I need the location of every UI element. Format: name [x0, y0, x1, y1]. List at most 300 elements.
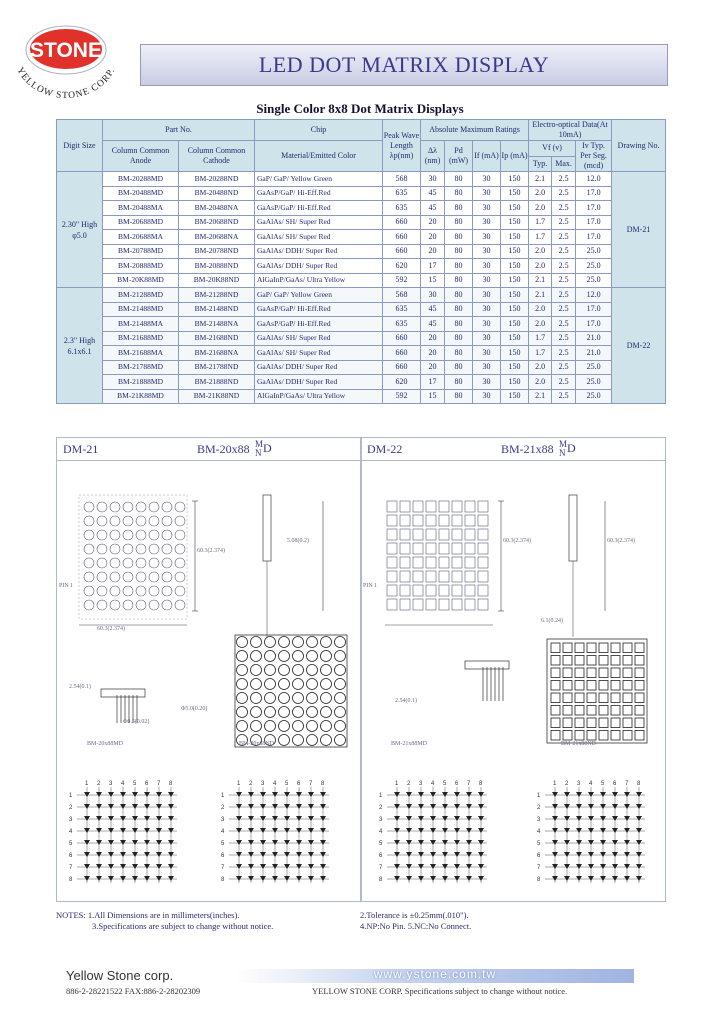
pin-number: 4 — [537, 829, 541, 835]
cell-dl: 15 — [421, 389, 445, 404]
led-symbol — [406, 792, 412, 797]
drawing-no-cell: DM-22 — [612, 288, 666, 404]
led-symbol — [168, 876, 174, 881]
cell-dl: 45 — [421, 317, 445, 332]
led-dot — [136, 600, 146, 610]
led-square — [426, 585, 436, 596]
led-symbol — [308, 792, 314, 797]
led-dot — [136, 516, 146, 526]
cell-max: 2.5 — [552, 215, 576, 230]
pin-number: 7 — [467, 781, 471, 787]
led-square — [563, 681, 572, 691]
pin-number: 3 — [379, 817, 383, 823]
table-row — [57, 186, 666, 201]
pin-number: 2 — [221, 805, 225, 811]
led-dot — [110, 530, 120, 540]
cell-cathode: BM-20788ND — [179, 244, 255, 259]
led-symbol — [624, 816, 630, 821]
led-symbol — [108, 852, 114, 857]
led-square — [478, 529, 488, 540]
pin-number: 1 — [395, 781, 399, 787]
pin-number: 3 — [221, 817, 225, 823]
cell-ip: 150 — [501, 201, 529, 216]
cell-anode: BM-20288MD — [103, 172, 179, 187]
company-logo — [2, 14, 132, 106]
cell-cathode: BM-20488NA — [179, 201, 255, 216]
cell-dl: 30 — [421, 288, 445, 303]
led-dot — [84, 586, 94, 596]
pin-number: 8 — [479, 781, 483, 787]
led-square — [575, 718, 584, 728]
led-symbol — [144, 864, 150, 869]
led-symbol — [308, 816, 314, 821]
cell-if: 30 — [473, 230, 501, 245]
cell-ip: 150 — [501, 273, 529, 288]
cell-typ: 2.0 — [529, 302, 552, 317]
led-symbol — [96, 852, 102, 857]
led-square — [413, 557, 423, 568]
led-square — [452, 515, 462, 526]
cell-iv: 25.0 — [576, 389, 612, 404]
led-symbol — [132, 840, 138, 845]
header-max: Max. — [552, 156, 576, 172]
led-symbol — [308, 804, 314, 809]
cell-max: 2.5 — [552, 302, 576, 317]
led-symbol — [120, 876, 126, 881]
led-dot — [136, 572, 146, 582]
pin-number: 1 — [69, 793, 73, 799]
led-symbol — [564, 876, 570, 881]
led-square — [387, 543, 397, 554]
led-symbol — [120, 852, 126, 857]
led-dot — [335, 665, 346, 676]
led-dot — [251, 665, 262, 676]
led-symbol — [84, 816, 90, 821]
led-dot — [335, 637, 346, 648]
led-dot — [123, 572, 133, 582]
led-symbol — [454, 792, 460, 797]
led-square — [599, 656, 608, 666]
led-square — [623, 718, 632, 728]
led-symbol — [320, 804, 326, 809]
table-row — [57, 201, 666, 216]
cell-max: 2.5 — [552, 230, 576, 245]
led-symbol — [108, 828, 114, 833]
pin1-label: PIN 1 — [59, 583, 74, 589]
led-symbol — [418, 792, 424, 797]
led-square — [387, 529, 397, 540]
dim-pitch: 2.54(0.1) — [69, 684, 91, 690]
panel-header — [57, 438, 361, 461]
led-symbol — [552, 792, 558, 797]
led-square — [551, 718, 560, 728]
led-dot — [335, 707, 346, 718]
led-dot — [84, 558, 94, 568]
led-dot — [110, 516, 120, 526]
led-symbol — [454, 804, 460, 809]
led-square — [400, 501, 410, 512]
led-square — [439, 585, 449, 596]
led-symbol — [120, 864, 126, 869]
led-square — [439, 571, 449, 582]
led-square — [478, 599, 488, 610]
cell-iv: 21.0 — [576, 331, 612, 346]
led-symbol — [144, 852, 150, 857]
led-square — [635, 668, 644, 678]
footer-company: Yellow Stone corp. — [66, 968, 174, 983]
spec-table — [56, 119, 666, 404]
table-row — [57, 172, 666, 187]
footer-website-link[interactable]: www.ystone.com.tw — [373, 967, 497, 981]
cell-iv: 25.0 — [576, 360, 612, 375]
cell-max: 2.5 — [552, 186, 576, 201]
spec-table-body — [57, 172, 666, 404]
led-dot — [97, 572, 107, 582]
led-symbol — [600, 876, 606, 881]
led-symbol — [466, 852, 472, 857]
led-square — [387, 515, 397, 526]
led-dot — [293, 707, 304, 718]
table-row — [57, 244, 666, 259]
led-symbol — [636, 852, 642, 857]
header-electro-optical: Electro-optical Data(At 10mA) — [529, 120, 612, 141]
led-symbol — [236, 804, 242, 809]
led-dot — [279, 637, 290, 648]
cell-typ: 1.7 — [529, 331, 552, 346]
led-symbol — [564, 792, 570, 797]
led-dot — [279, 735, 290, 746]
led-square — [563, 693, 572, 703]
led-symbol — [600, 840, 606, 845]
cell-cathode: BM-20688ND — [179, 215, 255, 230]
led-square — [575, 656, 584, 666]
cell-dl: 20 — [421, 230, 445, 245]
pin-number: 1 — [379, 793, 383, 799]
led-square — [623, 656, 632, 666]
drawing-part: BM-20x88 — [197, 442, 250, 456]
cell-iv: 12.0 — [576, 288, 612, 303]
cell-pd: 80 — [445, 186, 473, 201]
cell-max: 2.5 — [552, 317, 576, 332]
pin-number: 2 — [379, 805, 383, 811]
led-symbol — [156, 840, 162, 845]
led-square — [413, 529, 423, 540]
led-symbol — [466, 864, 472, 869]
led-square — [400, 515, 410, 526]
led-square — [587, 656, 596, 666]
led-dot — [279, 721, 290, 732]
led-symbol — [466, 876, 472, 881]
led-symbol — [84, 804, 90, 809]
cell-peak: 635 — [383, 186, 421, 201]
pin-number: 1 — [221, 793, 225, 799]
led-symbol — [168, 852, 174, 857]
led-symbol — [600, 816, 606, 821]
cell-anode: BM-20K88MD — [103, 273, 179, 288]
cell-peak: 660 — [383, 331, 421, 346]
cell-anode: BM-21688MD — [103, 331, 179, 346]
header-peak: Peak Wave Length λp(nm) — [383, 120, 421, 172]
led-symbol — [248, 816, 254, 821]
pin-number: 5 — [443, 781, 447, 787]
led-symbol — [394, 816, 400, 821]
cell-anode: BM-20488MD — [103, 186, 179, 201]
led-symbol — [576, 852, 582, 857]
pin-number: 2 — [97, 781, 101, 787]
led-square — [611, 718, 620, 728]
led-symbol — [144, 828, 150, 833]
cell-pd: 80 — [445, 331, 473, 346]
digit-size-cell: 2.3" High 6.1x6.1 — [57, 288, 103, 404]
led-dot — [293, 665, 304, 676]
led-dot — [237, 721, 248, 732]
led-symbol — [132, 852, 138, 857]
led-symbol — [260, 828, 266, 833]
cell-dl: 20 — [421, 360, 445, 375]
cell-cathode: BM-21K88ND — [179, 389, 255, 404]
dim-pitch: 2.54(0.1) — [395, 698, 417, 704]
cell-peak: 660 — [383, 244, 421, 259]
cell-max: 2.5 — [552, 389, 576, 404]
pin-number: 5 — [537, 841, 541, 847]
drawing-no-cell: DM-21 — [612, 172, 666, 288]
cell-if: 30 — [473, 331, 501, 346]
led-symbol — [260, 864, 266, 869]
led-dot — [110, 572, 120, 582]
led-symbol — [308, 876, 314, 881]
led-square — [426, 529, 436, 540]
led-dot — [136, 586, 146, 596]
led-dot — [307, 735, 318, 746]
led-dot — [84, 544, 94, 554]
led-symbol — [120, 804, 126, 809]
pin-number: 4 — [221, 829, 225, 835]
led-square — [387, 599, 397, 610]
cell-typ: 1.7 — [529, 215, 552, 230]
dim-dot: Φ5.0(0.20) — [181, 706, 208, 712]
cell-dl: 20 — [421, 244, 445, 259]
pin-number: 2 — [407, 781, 411, 787]
led-symbol — [296, 864, 302, 869]
led-dot — [307, 637, 318, 648]
pin-number: 6 — [537, 853, 541, 859]
cell-chip: GaAlAs/ SH/ Super Red — [255, 230, 383, 245]
led-square — [635, 656, 644, 666]
led-symbol — [418, 864, 424, 869]
led-symbol — [636, 828, 642, 833]
cell-peak: 568 — [383, 172, 421, 187]
header-anode: Column Common Anode — [103, 141, 179, 172]
cell-cathode: BM-21788ND — [179, 360, 255, 375]
led-symbol — [442, 840, 448, 845]
led-symbol — [236, 852, 242, 857]
header-abs-max: Absolute Maximum Ratings — [421, 120, 529, 141]
led-dot — [97, 516, 107, 526]
cell-pd: 80 — [445, 259, 473, 274]
led-square — [599, 706, 608, 716]
led-symbol — [144, 804, 150, 809]
led-square — [439, 529, 449, 540]
led-square — [563, 718, 572, 728]
schematic-anode — [69, 781, 177, 883]
cell-cathode: BM-21688NA — [179, 346, 255, 361]
cell-pd: 80 — [445, 346, 473, 361]
led-dot — [293, 693, 304, 704]
led-dot — [335, 651, 346, 662]
led-symbol — [406, 816, 412, 821]
led-dot — [84, 502, 94, 512]
cell-cathode: BM-21688ND — [179, 331, 255, 346]
led-dot — [335, 721, 346, 732]
cell-chip: GaAsP/GaP/ Hi-Eff.Red — [255, 317, 383, 332]
led-dot — [84, 516, 94, 526]
drawing-part: BM-21x88 — [501, 442, 554, 456]
led-dot — [97, 502, 107, 512]
led-square — [575, 706, 584, 716]
cell-ip: 150 — [501, 230, 529, 245]
pin-number: 1 — [537, 793, 541, 799]
led-symbol — [296, 816, 302, 821]
led-symbol — [284, 816, 290, 821]
led-symbol — [466, 804, 472, 809]
led-square — [551, 643, 560, 653]
led-dot — [149, 600, 159, 610]
led-square — [426, 571, 436, 582]
led-square — [478, 571, 488, 582]
led-symbol — [284, 852, 290, 857]
cell-chip: GaAlAs/ SH/ Super Red — [255, 346, 383, 361]
cell-if: 30 — [473, 201, 501, 216]
cell-typ: 1.7 — [529, 230, 552, 245]
led-symbol — [156, 852, 162, 857]
led-dot — [321, 693, 332, 704]
schematic-anode — [379, 781, 487, 883]
cell-dl: 17 — [421, 259, 445, 274]
cell-pd: 80 — [445, 215, 473, 230]
cell-anode: BM-21K88MD — [103, 389, 179, 404]
cell-iv: 17.0 — [576, 215, 612, 230]
led-symbol — [108, 840, 114, 845]
led-dot — [162, 544, 172, 554]
led-symbol — [454, 840, 460, 845]
cell-chip: GaAlAs/ SH/ Super Red — [255, 331, 383, 346]
led-square — [439, 557, 449, 568]
led-symbol — [636, 876, 642, 881]
led-dot — [251, 651, 262, 662]
cell-pd: 80 — [445, 302, 473, 317]
led-square — [400, 571, 410, 582]
cell-iv: 17.0 — [576, 230, 612, 245]
led-dot — [335, 735, 346, 746]
led-symbol — [236, 840, 242, 845]
cell-ip: 150 — [501, 172, 529, 187]
led-dot — [110, 586, 120, 596]
note-2: 2.Tolerance is ±0.25mm(.010"). — [360, 910, 469, 920]
led-square — [413, 599, 423, 610]
led-dot — [149, 530, 159, 540]
led-dot — [279, 665, 290, 676]
led-symbol — [418, 840, 424, 845]
led-square — [387, 571, 397, 582]
led-symbol — [144, 816, 150, 821]
caption-cathode: BM-21x88ND — [561, 741, 597, 747]
dim-height: 60.3(2.374) — [197, 548, 225, 554]
led-symbol — [120, 792, 126, 797]
title-bar — [140, 44, 668, 86]
drawing-label: DM-21 — [63, 442, 99, 456]
led-symbol — [418, 828, 424, 833]
cell-cathode: BM-21288ND — [179, 288, 255, 303]
led-symbol — [168, 840, 174, 845]
cell-max: 2.5 — [552, 273, 576, 288]
led-symbol — [588, 828, 594, 833]
led-symbol — [588, 840, 594, 845]
led-symbol — [588, 876, 594, 881]
drawing-label: DM-22 — [367, 442, 403, 456]
led-dot — [307, 693, 318, 704]
led-square — [478, 543, 488, 554]
led-square — [478, 515, 488, 526]
led-symbol — [132, 864, 138, 869]
led-dot — [279, 707, 290, 718]
cell-if: 30 — [473, 186, 501, 201]
header-cathode: Column Common Cathode — [179, 141, 255, 172]
logo-ring-text: YELLOW STONE CORP. — [14, 65, 118, 102]
pin-number: 3 — [69, 817, 73, 823]
led-square — [599, 668, 608, 678]
cell-typ: 1.7 — [529, 346, 552, 361]
led-symbol — [272, 828, 278, 833]
led-square — [413, 585, 423, 596]
dim-pin: Φ0.5(0.02) — [123, 719, 150, 725]
led-symbol — [84, 792, 90, 797]
table-row — [57, 331, 666, 346]
led-square — [400, 585, 410, 596]
led-dot — [97, 600, 107, 610]
cell-chip: AlGaInP/GaAs/ Ultra Yellow — [255, 389, 383, 404]
led-square — [551, 693, 560, 703]
led-square — [587, 668, 596, 678]
pin-number: 5 — [601, 781, 605, 787]
cell-dl: 30 — [421, 172, 445, 187]
led-symbol — [320, 852, 326, 857]
cell-pd: 80 — [445, 273, 473, 288]
cell-iv: 21.0 — [576, 346, 612, 361]
led-square — [611, 706, 620, 716]
led-symbol — [576, 840, 582, 845]
led-symbol — [552, 828, 558, 833]
cell-chip: GaAsP/GaP/ Hi-Eff.Red — [255, 302, 383, 317]
side-body — [101, 689, 145, 697]
table-row — [57, 360, 666, 375]
schematic-cathode — [221, 781, 329, 883]
cell-typ: 2.0 — [529, 375, 552, 390]
pin-number: 2 — [565, 781, 569, 787]
led-square — [623, 643, 632, 653]
cell-chip: GaAlAs/ DDH/ Super Red — [255, 259, 383, 274]
pin-number: 6 — [297, 781, 301, 787]
led-dot — [97, 586, 107, 596]
led-symbol — [248, 864, 254, 869]
led-dot — [175, 586, 185, 596]
led-square — [439, 543, 449, 554]
pin-number: 5 — [285, 781, 289, 787]
cell-cathode: BM-21888ND — [179, 375, 255, 390]
led-dot — [175, 600, 185, 610]
led-symbol — [636, 804, 642, 809]
led-dot — [84, 572, 94, 582]
led-square — [599, 643, 608, 653]
